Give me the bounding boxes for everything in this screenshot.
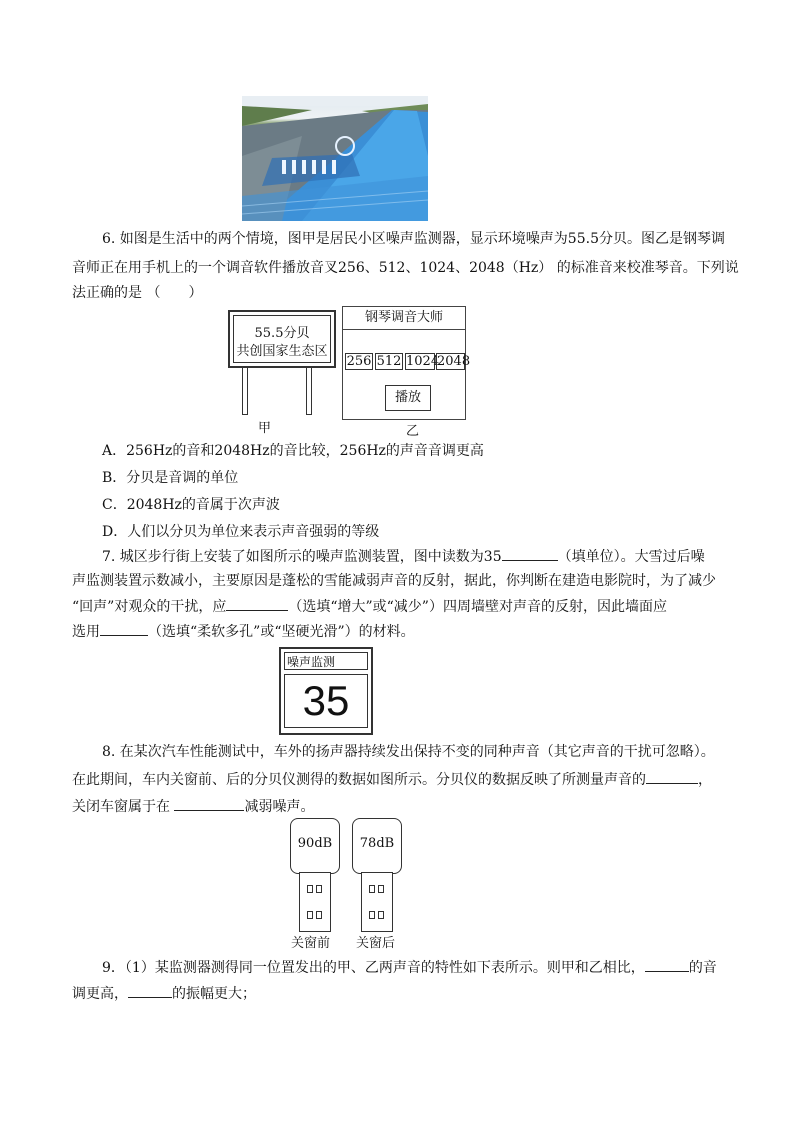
q9-blank-amplitude[interactable] bbox=[128, 983, 172, 998]
monitor-title: 噪声监测 bbox=[284, 652, 368, 670]
q8-line-3-a: 关闭车窗属于在 bbox=[72, 799, 175, 815]
app-title: 钢琴调音大师 bbox=[343, 307, 465, 330]
road-photo bbox=[242, 96, 428, 221]
q7-line-3-a: “回声”对观众的干扰，应 bbox=[72, 599, 227, 615]
freq-512-button[interactable]: 512 bbox=[376, 354, 402, 369]
freq-256-button[interactable]: 256 bbox=[346, 354, 372, 369]
q7-line-4-a: 选用 bbox=[72, 624, 100, 640]
q7-line-2: 声监测装置示数减小，主要原因是蓬松的雪能减弱声音的反射，据此，你判断在建造电影院时，为了减少 bbox=[72, 573, 716, 589]
q7-blank-material[interactable] bbox=[100, 621, 148, 636]
q9-blank-pitch[interactable] bbox=[645, 957, 689, 972]
label-before: 关窗前 bbox=[291, 936, 331, 951]
monitor-value: 35 bbox=[284, 674, 368, 728]
q7-line-1-b: （填单位）。大雪过后噪 bbox=[557, 549, 705, 565]
q6-option-d: D．人们以分贝为单位来表示声音强弱的等级 bbox=[102, 524, 380, 540]
meter-body-after bbox=[352, 818, 402, 874]
q9-line-1-a: 9．（1）某监测器测得同一位置发出的甲、乙两声音的特性如下表所示。则甲和乙相比， bbox=[102, 960, 645, 976]
q8-line-3 bbox=[72, 796, 314, 817]
noise-monitor-figure bbox=[279, 647, 373, 735]
q7-blank-unit[interactable] bbox=[502, 546, 558, 561]
painted-music-road-photo-icon bbox=[242, 96, 428, 221]
q6-line-2: 音师正在用手机上的一个调音软件播放音叉256、512、1024、2048（Hz） 的标准音来校准琴音。下列说 bbox=[72, 260, 739, 276]
sign-line-2: 共创国家生态区 bbox=[236, 344, 328, 359]
freq-2048-button[interactable]: 2048 bbox=[437, 354, 471, 369]
q8-line-2-a: 在此期间，车内关窗前、后的分贝仪测得的数据如图所示。分贝仪的数据反映了所测量声音的 bbox=[72, 772, 646, 788]
meter-value-before: 90dB bbox=[297, 836, 333, 851]
sign-post-left bbox=[242, 367, 248, 415]
caption-jia: 甲 bbox=[258, 421, 272, 436]
sign-post-right bbox=[306, 367, 312, 415]
label-after: 关窗后 bbox=[356, 936, 396, 951]
caption-yi: 乙 bbox=[406, 424, 420, 439]
q7-line-3 bbox=[72, 596, 667, 617]
q6-line-3: 法正确的是 （ ） bbox=[72, 285, 203, 301]
q8-line-2 bbox=[72, 769, 712, 790]
noise-sign-board bbox=[228, 310, 336, 368]
play-button[interactable]: 播放 bbox=[385, 385, 431, 411]
q9-line-1-b: 的音 bbox=[688, 960, 717, 976]
q9-line-2-b: 的振幅更大； bbox=[172, 986, 256, 1002]
meter-value-after: 78dB bbox=[359, 836, 395, 851]
q7-line-3-b: （选填“增大”或“减少”）四周墙壁对声音的反射，因此墙面应 bbox=[288, 599, 667, 615]
plug-after bbox=[361, 872, 393, 932]
q6-line-1: 6. 如图是生活中的两个情境，图甲是居民小区噪声监测器，显示环境噪声为55.5分贝。图乙是钢琴调 bbox=[102, 231, 725, 247]
q7-blank-reflection[interactable] bbox=[226, 596, 288, 611]
q9-line-1 bbox=[102, 957, 717, 978]
q9-line-2-a: 调更高， bbox=[72, 986, 128, 1002]
q9-line-2 bbox=[72, 983, 256, 1004]
plug-before bbox=[299, 872, 331, 932]
q7-line-4 bbox=[72, 621, 415, 642]
q8-line-3-b: 减弱噪声。 bbox=[244, 799, 315, 815]
q6-option-c: C．2048Hz的音属于次声波 bbox=[102, 497, 280, 513]
q8-blank-location[interactable] bbox=[174, 796, 244, 811]
q8-line-1: 8. 在某次汽车性能测试中，车外的扬声器持续发出保持不变的同种声音（其它声音的干扰可忽略）。 bbox=[102, 744, 715, 760]
sign-line-1: 55.5分贝 bbox=[254, 326, 310, 341]
q6-option-a: A．256Hz的音和2048Hz的音比较，256Hz的声音音调更高 bbox=[102, 443, 484, 459]
q8-line-2-b: ， bbox=[698, 772, 712, 788]
q7-line-1-a: 7. 城区步行街上安装了如图所示的噪声监测装置，图中读数为35 bbox=[102, 549, 502, 565]
tuning-app-figure bbox=[342, 306, 471, 420]
q7-line-1 bbox=[102, 546, 705, 567]
q6-option-b: B．分贝是音调的单位 bbox=[102, 470, 239, 486]
freq-1024-button[interactable]: 1024 bbox=[406, 354, 440, 369]
q8-blank-characteristic[interactable] bbox=[646, 769, 698, 784]
meter-body-before bbox=[290, 818, 340, 874]
q7-line-4-b: （选填“柔软多孔”或“坚硬光滑”）的材料。 bbox=[148, 624, 415, 640]
